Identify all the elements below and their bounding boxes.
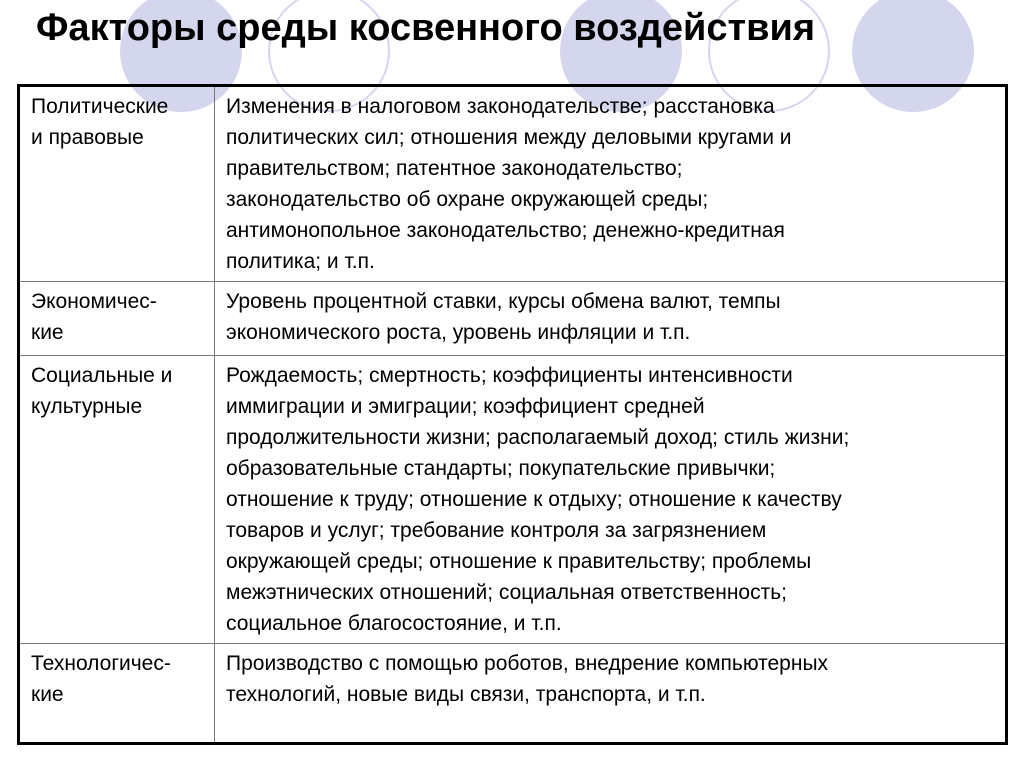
category-label: Технологичес- кие <box>31 652 171 706</box>
category-label: Социальные и культурные <box>31 364 173 418</box>
category-cell <box>19 644 215 744</box>
category-cell <box>19 282 215 356</box>
table-row <box>19 86 1007 282</box>
table-row <box>19 282 1007 356</box>
description-text: Уровень процентной ставки, курсы обмена валют, темпы экономического роста, уровень инфляции и т.п. <box>226 290 781 344</box>
table-row <box>19 356 1007 644</box>
description-text: Рождаемость; смертность; коэффициенты интенсивности иммиграции и эмиграции; коэффициент средней продолжительности жизни; располагаемый доход; стиль жизни; образовательные стандарты; покупательские привычки; отношение к труду; отношение к отдыху; отношение к качеству товаров и услуг; требование контроля за загрязнением окружающей среды; отношение к правительству; проблемы межэтнических отношений; социальная ответственность; социальное благосостояние, и т.п. <box>226 364 850 635</box>
table-row <box>19 644 1007 744</box>
description-text: Производство с помощью роботов, внедрение компьютерных технологий, новые виды связи, транспорта, и т.п. <box>226 652 829 706</box>
slide-title: Факторы среды косвенного воздействия <box>36 7 816 49</box>
factors-table <box>17 84 1008 745</box>
description-cell <box>215 356 1007 644</box>
category-label: Экономичес- кие <box>31 290 157 344</box>
category-cell <box>19 356 215 644</box>
description-cell <box>215 282 1007 356</box>
category-label: Политические и правовые <box>31 95 169 149</box>
category-cell <box>19 86 215 282</box>
description-cell <box>215 644 1007 744</box>
description-cell <box>215 86 1007 282</box>
description-text: Изменения в налоговом законодательстве; расстановка политических сил; отношения между деловыми кругами и правительством; патентное законодательство; законодательство об охране окружающей среды; антимонопольное законодательство; денежно-кредитная политика; и т.п. <box>226 95 792 273</box>
